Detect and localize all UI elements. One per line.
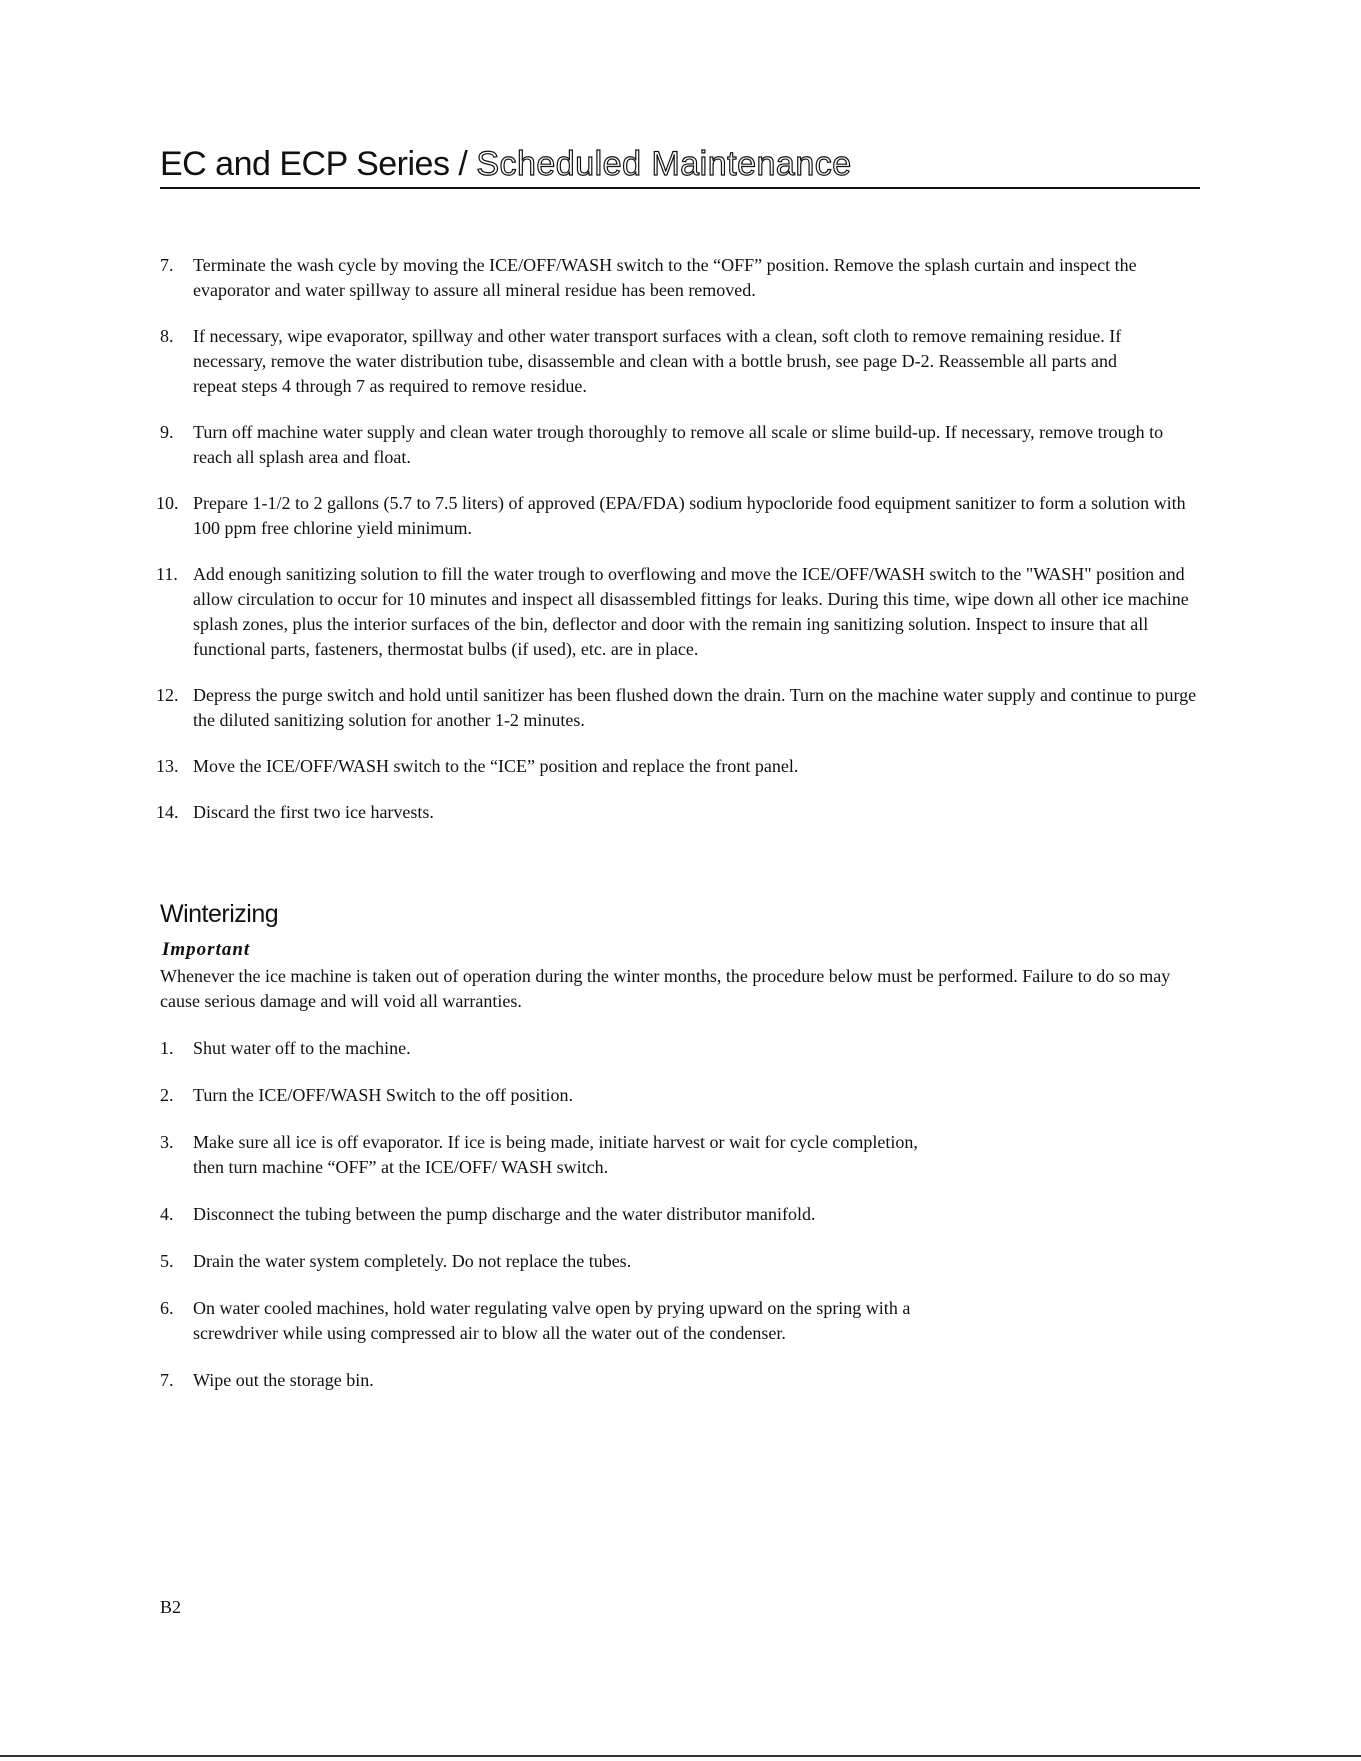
step-item (160, 1202, 1200, 1227)
step-item (156, 800, 1200, 825)
step-number: 7. (160, 255, 174, 275)
section-title: Scheduled Maintenance (476, 145, 852, 183)
winterizing-warning: Whenever the ice machine is taken out of operation during the winter months, the procedure below must be performed. Failure to do so may cause serious damage and will void all warranties. (160, 966, 1171, 1011)
step-number: 13. (156, 756, 179, 776)
step-text: If necessary, wipe evaporator, spillway and other water transport surfaces with a clean, soft cloth to remove remaining residue. If necessary, remove the water distribution tube, disassemble and clean with a bottle brush, see page D-2. Reassemble all parts and repeat steps 4 through 7 as required to remove residue. (193, 326, 1122, 396)
step-number: 5. (160, 1251, 174, 1271)
step-number: 10. (156, 493, 179, 513)
step-number: 6. (160, 1298, 174, 1318)
step-item (156, 683, 1213, 733)
step-text: Terminate the wash cycle by moving the ICE/OFF/WASH switch to the “OFF” position. Remove the splash curtain and inspect the evaporator and water spillway to assure all mineral residue has been removed. (193, 255, 1137, 300)
step-number: 8. (160, 326, 174, 346)
winterizing-steps-list (160, 1036, 1200, 1415)
series-title: EC and ECP Series / (160, 145, 477, 183)
step-item (160, 324, 1123, 399)
step-number: 2. (160, 1085, 174, 1105)
step-number: 14. (156, 802, 179, 822)
step-text: Wipe out the storage bin. (193, 1370, 374, 1390)
step-item (160, 1296, 913, 1346)
step-item (160, 1083, 1200, 1108)
step-item (160, 1130, 933, 1180)
bottom-divider (0, 1755, 1361, 1757)
step-text: Move the ICE/OFF/WASH switch to the “ICE” position and replace the front panel. (193, 756, 799, 776)
step-text: Turn the ICE/OFF/WASH Switch to the off position. (193, 1085, 574, 1105)
step-text: Drain the water system completely. Do not replace the tubes. (193, 1251, 632, 1271)
step-number: 9. (160, 422, 174, 442)
step-number: 1. (160, 1038, 174, 1058)
step-number: 11. (156, 564, 178, 584)
step-text: Depress the purge switch and hold until sanitizer has been flushed down the drain. Turn on the machine water supply and continue to purge the diluted sanitizing solution for another 1-2 minutes. (193, 685, 1197, 730)
step-text: Make sure all ice is off evaporator. If ice is being made, initiate harvest or wait for cycle completion, then turn machine “OFF” at the ICE/OFF/ WASH switch. (193, 1132, 918, 1177)
step-text: Turn off machine water supply and clean water trough thoroughly to remove all scale or slime build-up. If necessary, remove trough to reach all splash area and float. (193, 422, 1164, 467)
step-number: 3. (160, 1132, 174, 1152)
important-label: Important (162, 939, 251, 960)
step-text: Disconnect the tubing between the pump discharge and the water distributor manifold. (193, 1204, 816, 1224)
step-item (160, 253, 1203, 303)
step-item (160, 1368, 1200, 1393)
step-item (156, 562, 1223, 662)
winterizing-heading: Winterizing (160, 900, 279, 928)
step-text: Shut water off to the machine. (193, 1038, 411, 1058)
maintenance-steps-list (156, 253, 1200, 846)
step-text: Prepare 1-1/2 to 2 gallons (5.7 to 7.5 liters) of approved (EPA/FDA) sodium hypocloride food equipment sanitizer to form a solution with 100 ppm free chlorine yield minimum. (193, 493, 1186, 538)
step-item (160, 1036, 1200, 1061)
step-text: On water cooled machines, hold water regulating valve open by prying upward on the spring with a screwdriver while using compressed air to blow all the water out of the condenser. (193, 1298, 911, 1343)
step-number: 12. (156, 685, 179, 705)
page-header (160, 145, 1200, 189)
step-text: Add enough sanitizing solution to fill the water trough to overflowing and move the ICE/OFF/WASH switch to the "WASH" position and allow circulation to occur for 10 minutes and inspect all disassembled fittings for leaks. During this time, wipe down all other ice machine splash zones, plus the interior surfaces of the bin, deflector and door with the remain ing sanitizing solution. Inspect to insure that all functional parts, fasteners, thermostat bulbs (if used), etc. are in place. (193, 564, 1189, 659)
step-number: 7. (160, 1370, 174, 1390)
page-number: B2 (160, 1597, 182, 1617)
step-number: 4. (160, 1204, 174, 1224)
step-item (156, 491, 1203, 541)
step-item (156, 754, 1200, 779)
step-item (160, 1249, 1200, 1274)
step-text: Discard the first two ice harvests. (193, 802, 434, 822)
step-item (160, 420, 1183, 470)
